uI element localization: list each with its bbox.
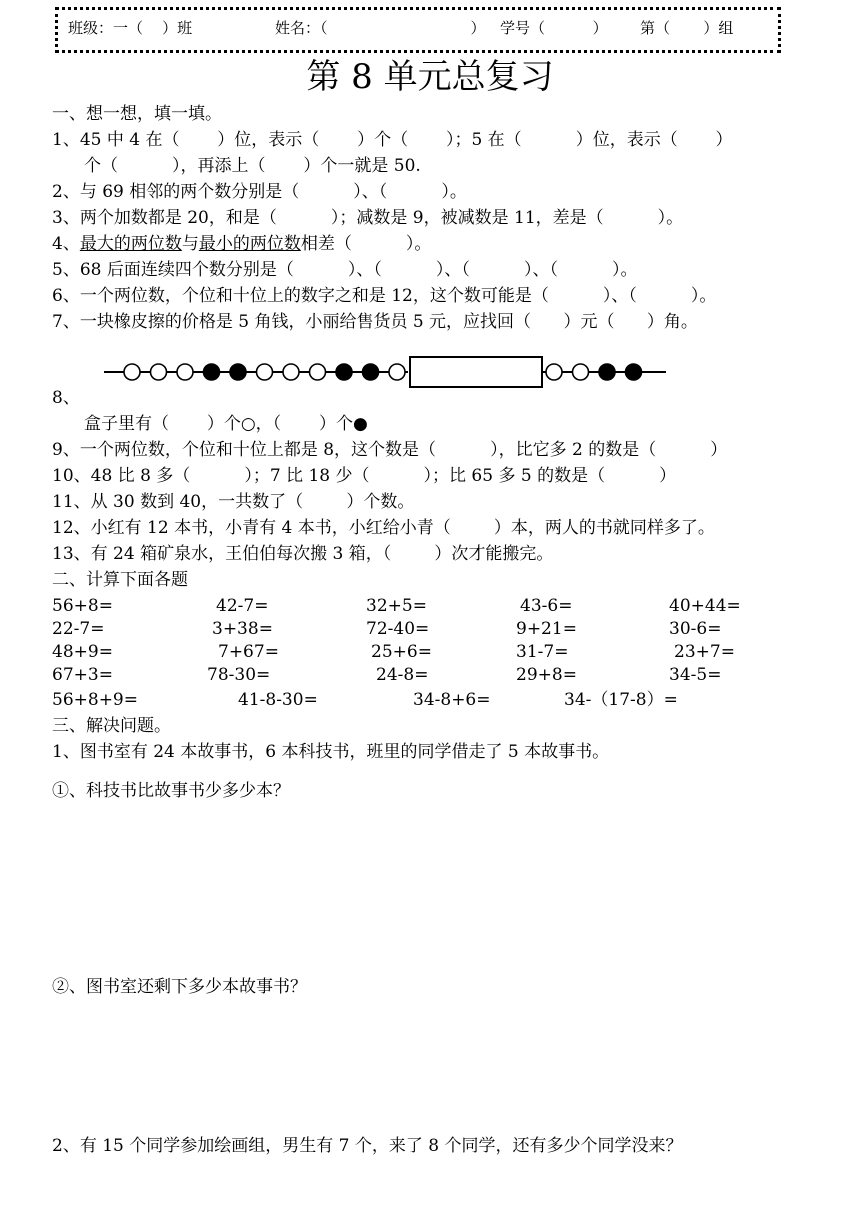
bead-open <box>573 364 589 380</box>
bead-open <box>283 364 299 380</box>
calc-item: 22-7= <box>52 619 105 639</box>
calc-item: 7+67= <box>218 642 279 662</box>
calc-item: 48+9= <box>52 642 113 662</box>
q4-underlined-1: 最大的两位数 <box>79 234 182 254</box>
question-9: 9、一个两位数，个位和十位上都是 8，这个数是（ ），比它多 2 的数是（ ） <box>52 440 728 460</box>
bead-filled <box>204 364 220 380</box>
section1-heading: 一、想一想，填一填。 <box>52 104 222 124</box>
bead-filled <box>626 364 642 380</box>
group-label: 第（ ）组 <box>640 19 734 37</box>
calc-item: 78-30= <box>207 665 271 685</box>
q4-mid: 与 <box>181 234 199 254</box>
bead-open <box>124 364 140 380</box>
question-3: 3、两个加数都是 20，和是（ ）；减数是 9，被减数是 11，差是（ ）。 <box>52 208 684 228</box>
question-11: 11、从 30 数到 40，一共数了（ ）个数。 <box>52 492 415 512</box>
bead-open <box>546 364 562 380</box>
question-1-line1: 1、45 中 4 在（ ）位，表示（ ）个（ ）；5 在（ ）位，表示（ ） <box>52 130 733 150</box>
calc-item: 67+3= <box>52 665 113 685</box>
calc-item: 42-7= <box>216 596 269 616</box>
question-1-line2: 个（ ），再添上（ ）个一就是 50. <box>84 156 421 176</box>
calc-item: 34-5= <box>669 665 722 685</box>
calc-item: 43-6= <box>520 596 573 616</box>
calc-item: 31-7= <box>516 642 569 662</box>
q4-prefix: 4、 <box>52 234 80 254</box>
calc-item: 72-40= <box>366 619 430 639</box>
calc-item: 34-8+6= <box>413 690 491 710</box>
calc-item: 3+38= <box>212 619 273 639</box>
student-no-label: 学号（ ） <box>500 19 608 37</box>
calc-item: 30-6= <box>669 619 722 639</box>
question-12: 12、小红有 12 本书，小青有 4 本书，小红给小青（ ）本，两人的书就同样多了。 <box>52 518 715 538</box>
calc-item: 23+7= <box>674 642 735 662</box>
bead-filled <box>230 364 246 380</box>
problem-1-part-a: ①、科技书比故事书少多少本？ <box>52 781 290 801</box>
question-7: 7、一块橡皮擦的价格是 5 角钱，小丽给售货员 5 元，应找回（ ）元（ ）角。 <box>52 312 698 332</box>
calc-item: 40+44= <box>669 596 741 616</box>
question-5: 5、68 后面连续四个数分别是（ ）、（ ）、（ ）、（ ）。 <box>52 260 638 280</box>
question-8-number: 8、 <box>52 388 80 408</box>
box <box>410 357 542 387</box>
problem-1: 1、图书室有 24 本故事书，6 本科技书，班里的同学借走了 5 本故事书。 <box>52 742 610 762</box>
question-2: 2、与 69 相邻的两个数分别是（ ）、（ ）。 <box>52 182 467 202</box>
page-title: 第 8 单元总复习 <box>306 57 554 97</box>
section2-heading: 二、计算下面各题 <box>52 570 188 590</box>
q4-underlined-2: 最小的两位数 <box>198 234 301 254</box>
calc-item: 24-8= <box>376 665 429 685</box>
section3-heading: 三、解决问题。 <box>52 716 171 736</box>
bead-filled <box>363 364 379 380</box>
question-4 <box>52 234 431 254</box>
bead-open <box>389 364 405 380</box>
calc-item: 41-8-30= <box>238 690 318 710</box>
problem-1-part-b: ②、图书室还剩下多少本故事书？ <box>52 977 307 997</box>
calc-item: 25+6= <box>371 642 432 662</box>
calc-item: 34-（17-8）= <box>564 690 678 710</box>
class-label: 班级：一（ ）班 <box>68 19 193 37</box>
calc-item: 56+8+9= <box>52 690 138 710</box>
bead-string-figure <box>100 354 672 390</box>
bead-open <box>151 364 167 380</box>
calc-item: 9+21= <box>516 619 577 639</box>
question-10: 10、48 比 8 多（ ）；7 比 18 少（ ）；比 65 多 5 的数是（ ） <box>52 466 677 486</box>
bead-filled <box>336 364 352 380</box>
bead-filled <box>599 364 615 380</box>
question-13: 13、有 24 箱矿泉水，王伯伯每次搬 3 箱，（ ）次才能搬完。 <box>52 544 554 564</box>
q4-suffix: 相差（ ）。 <box>300 234 432 254</box>
question-8-text: 盒子里有（ ）个○，（ ）个● <box>84 414 368 434</box>
problem-2: 2、有 15 个同学参加绘画组，男生有 7 个，来了 8 个同学，还有多少个同学没来？ <box>52 1136 683 1156</box>
calc-item: 32+5= <box>366 596 427 616</box>
calc-item: 29+8= <box>516 665 577 685</box>
name-label: 姓名：（ ） <box>275 19 486 37</box>
bead-open <box>257 364 273 380</box>
bead-open <box>177 364 193 380</box>
question-6: 6、一个两位数，个位和十位上的数字之和是 12，这个数可能是（ ）、（ ）。 <box>52 286 717 306</box>
bead-open <box>310 364 326 380</box>
calc-item: 56+8= <box>52 596 113 616</box>
